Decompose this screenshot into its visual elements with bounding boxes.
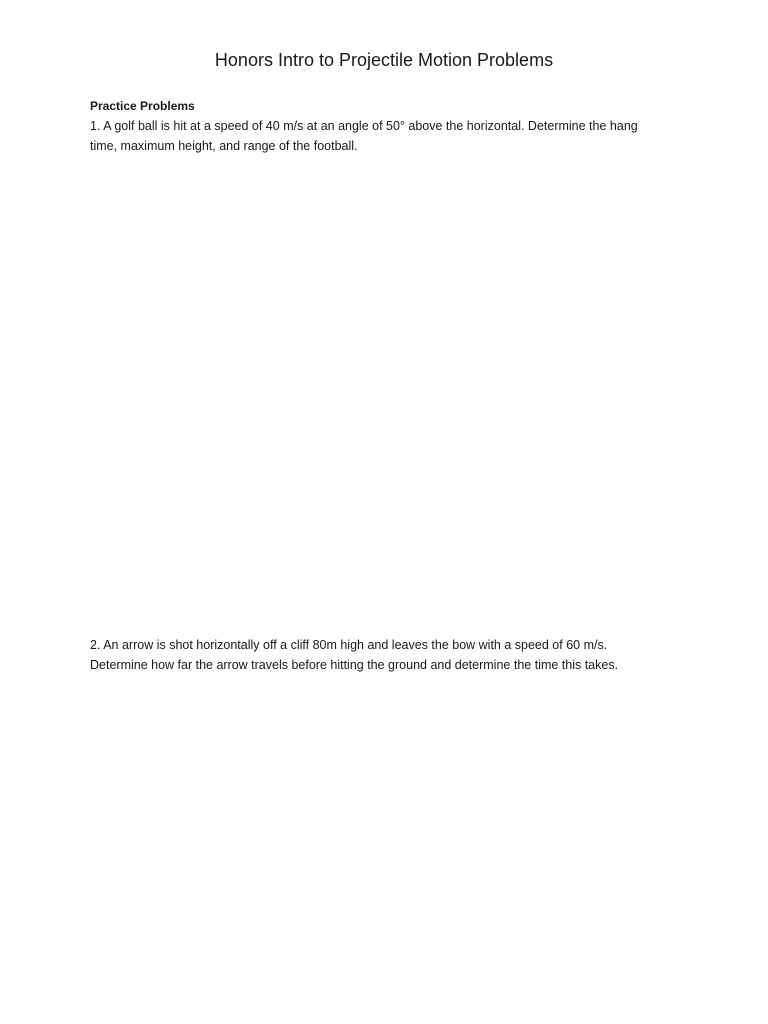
- problem-1-line-1: 1. A golf ball is hit at a speed of 40 m/s at an angle of 50° above the horizontal. Determine the hang: [90, 119, 638, 133]
- problem-1-line-2: time, maximum height, and range of the football.: [90, 139, 358, 153]
- problem-1: [90, 116, 670, 156]
- problem-2: [90, 635, 670, 675]
- problem-2-line-1: 2. An arrow is shot horizontally off a cliff 80m high and leaves the bow with a speed of 60 m/s.: [90, 638, 608, 652]
- section-heading: Practice Problems: [90, 99, 195, 113]
- page-title: Honors Intro to Projectile Motion Problems: [214, 50, 554, 70]
- problem-2-line-2: Determine how far the arrow travels before hitting the ground and determine the time this takes.: [90, 658, 619, 672]
